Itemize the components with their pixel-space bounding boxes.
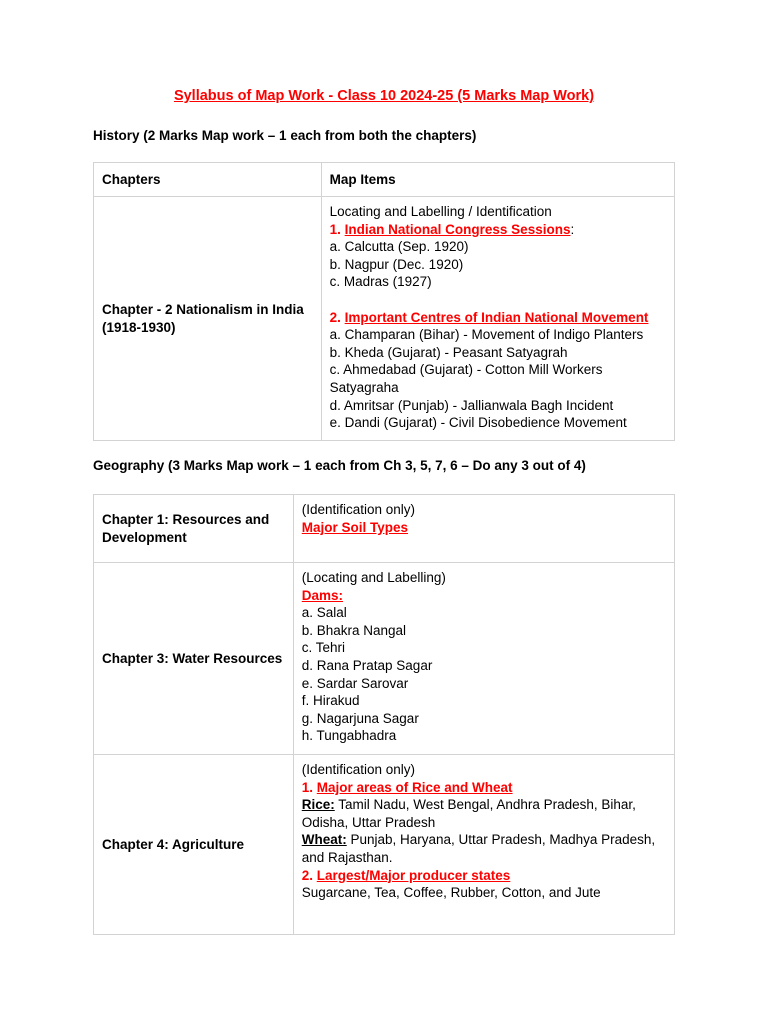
crops-list: Sugarcane, Tea, Coffee, Rubber, Cotton, and Jute bbox=[301, 885, 601, 901]
list-item: b. Bhakra Nangal bbox=[301, 622, 407, 638]
list-item: b. Nagpur (Dec. 1920) bbox=[329, 256, 464, 272]
section-intro: Locating and Labelling / Identification bbox=[329, 204, 552, 219]
list-item: e. Dandi (Gujarat) - Civil Disobedience Movement bbox=[329, 415, 627, 431]
rice-states bbox=[302, 796, 666, 831]
wheat-text: Punjab, Haryana, Uttar Pradesh, Madhya Pradesh, and Rajasthan. bbox=[301, 832, 656, 865]
spacer bbox=[330, 291, 666, 309]
chapter-name: Chapter 3: Water Resources bbox=[94, 563, 294, 755]
list-item: b. Kheda (Gujarat) - Peasant Satyagrah bbox=[329, 344, 568, 360]
map-items-cell bbox=[293, 755, 674, 935]
chapter-name: Chapter - 2 Nationalism in India (1918-1930) bbox=[94, 197, 322, 441]
geography-table bbox=[93, 494, 675, 935]
section-title: Major areas of Rice and Wheat bbox=[316, 779, 513, 795]
list-item: d. Amritsar (Punjab) - Jallianwala Bagh Incident bbox=[329, 397, 614, 413]
table-row bbox=[94, 755, 675, 935]
list-item: e. Sardar Sarovar bbox=[301, 675, 409, 691]
map-items-column-header: Map Items bbox=[321, 163, 674, 197]
section-heading bbox=[302, 779, 666, 797]
document-title: Syllabus of Map Work - Class 10 2024-25 (5 Marks Map Work) bbox=[173, 88, 595, 104]
section-title: Important Centres of Indian National Movement bbox=[344, 309, 649, 325]
history-table bbox=[93, 162, 675, 441]
section-title: Indian National Congress Sessions bbox=[344, 221, 571, 237]
list-item: c. Ahmedabad (Gujarat) - Cotton Mill Workers Satyagraha bbox=[329, 362, 603, 395]
section-title-text: Major Soil Types bbox=[301, 519, 409, 535]
chapter-name: Chapter 4: Agriculture bbox=[94, 755, 294, 935]
geography-heading: Geography (3 Marks Map work – 1 each from Ch 3, 5, 7, 6 – Do any 3 out of 4) bbox=[93, 458, 586, 473]
list-item: a. Champaran (Bihar) - Movement of Indigo Planters bbox=[329, 327, 644, 343]
table-row bbox=[94, 563, 675, 755]
section-number: 1. bbox=[301, 779, 317, 795]
list-item: g. Nagarjuna Sagar bbox=[301, 710, 419, 726]
section-suffix: : bbox=[570, 221, 575, 237]
list-item: h. Tungabhadra bbox=[301, 728, 397, 744]
section-heading bbox=[302, 867, 666, 885]
section-heading bbox=[330, 309, 666, 327]
list-item: a. Calcutta (Sep. 1920) bbox=[329, 239, 469, 255]
section-title bbox=[302, 519, 666, 537]
section-title-text: Dams: bbox=[301, 587, 343, 603]
list-item: c. Madras (1927) bbox=[329, 274, 432, 290]
section-title: Largest/Major producer states bbox=[316, 867, 511, 883]
list-item: f. Hirakud bbox=[301, 693, 360, 709]
list-item: a. Salal bbox=[301, 605, 347, 621]
section-note: (Identification only) bbox=[301, 762, 416, 777]
rice-label: Rice: bbox=[301, 797, 335, 813]
section-number: 2. bbox=[301, 867, 317, 883]
table-row bbox=[94, 495, 675, 563]
rice-text: Tamil Nadu, West Bengal, Andhra Pradesh, Bihar, Odisha, Uttar Pradesh bbox=[301, 797, 636, 830]
history-table-row bbox=[94, 197, 675, 441]
map-items-cell bbox=[321, 197, 674, 441]
wheat-label: Wheat: bbox=[301, 832, 347, 848]
wheat-states bbox=[302, 831, 666, 866]
list-item: c. Tehri bbox=[301, 640, 346, 656]
chapter-name: Chapter 1: Resources and Development bbox=[94, 495, 294, 563]
list-item: d. Rana Pratap Sagar bbox=[301, 657, 433, 673]
section-note: (Identification only) bbox=[301, 502, 416, 517]
history-heading: History (2 Marks Map work – 1 each from both the chapters) bbox=[93, 128, 477, 143]
map-items-cell bbox=[293, 495, 674, 563]
section-number: 2. bbox=[329, 309, 345, 325]
section-heading bbox=[330, 221, 666, 239]
map-items-cell bbox=[293, 563, 674, 755]
chapters-column-header: Chapters bbox=[94, 163, 322, 197]
history-table-header-row bbox=[94, 163, 675, 197]
section-number: 1. bbox=[329, 221, 345, 237]
section-title bbox=[302, 587, 666, 605]
section-note: (Locating and Labelling) bbox=[301, 570, 446, 585]
